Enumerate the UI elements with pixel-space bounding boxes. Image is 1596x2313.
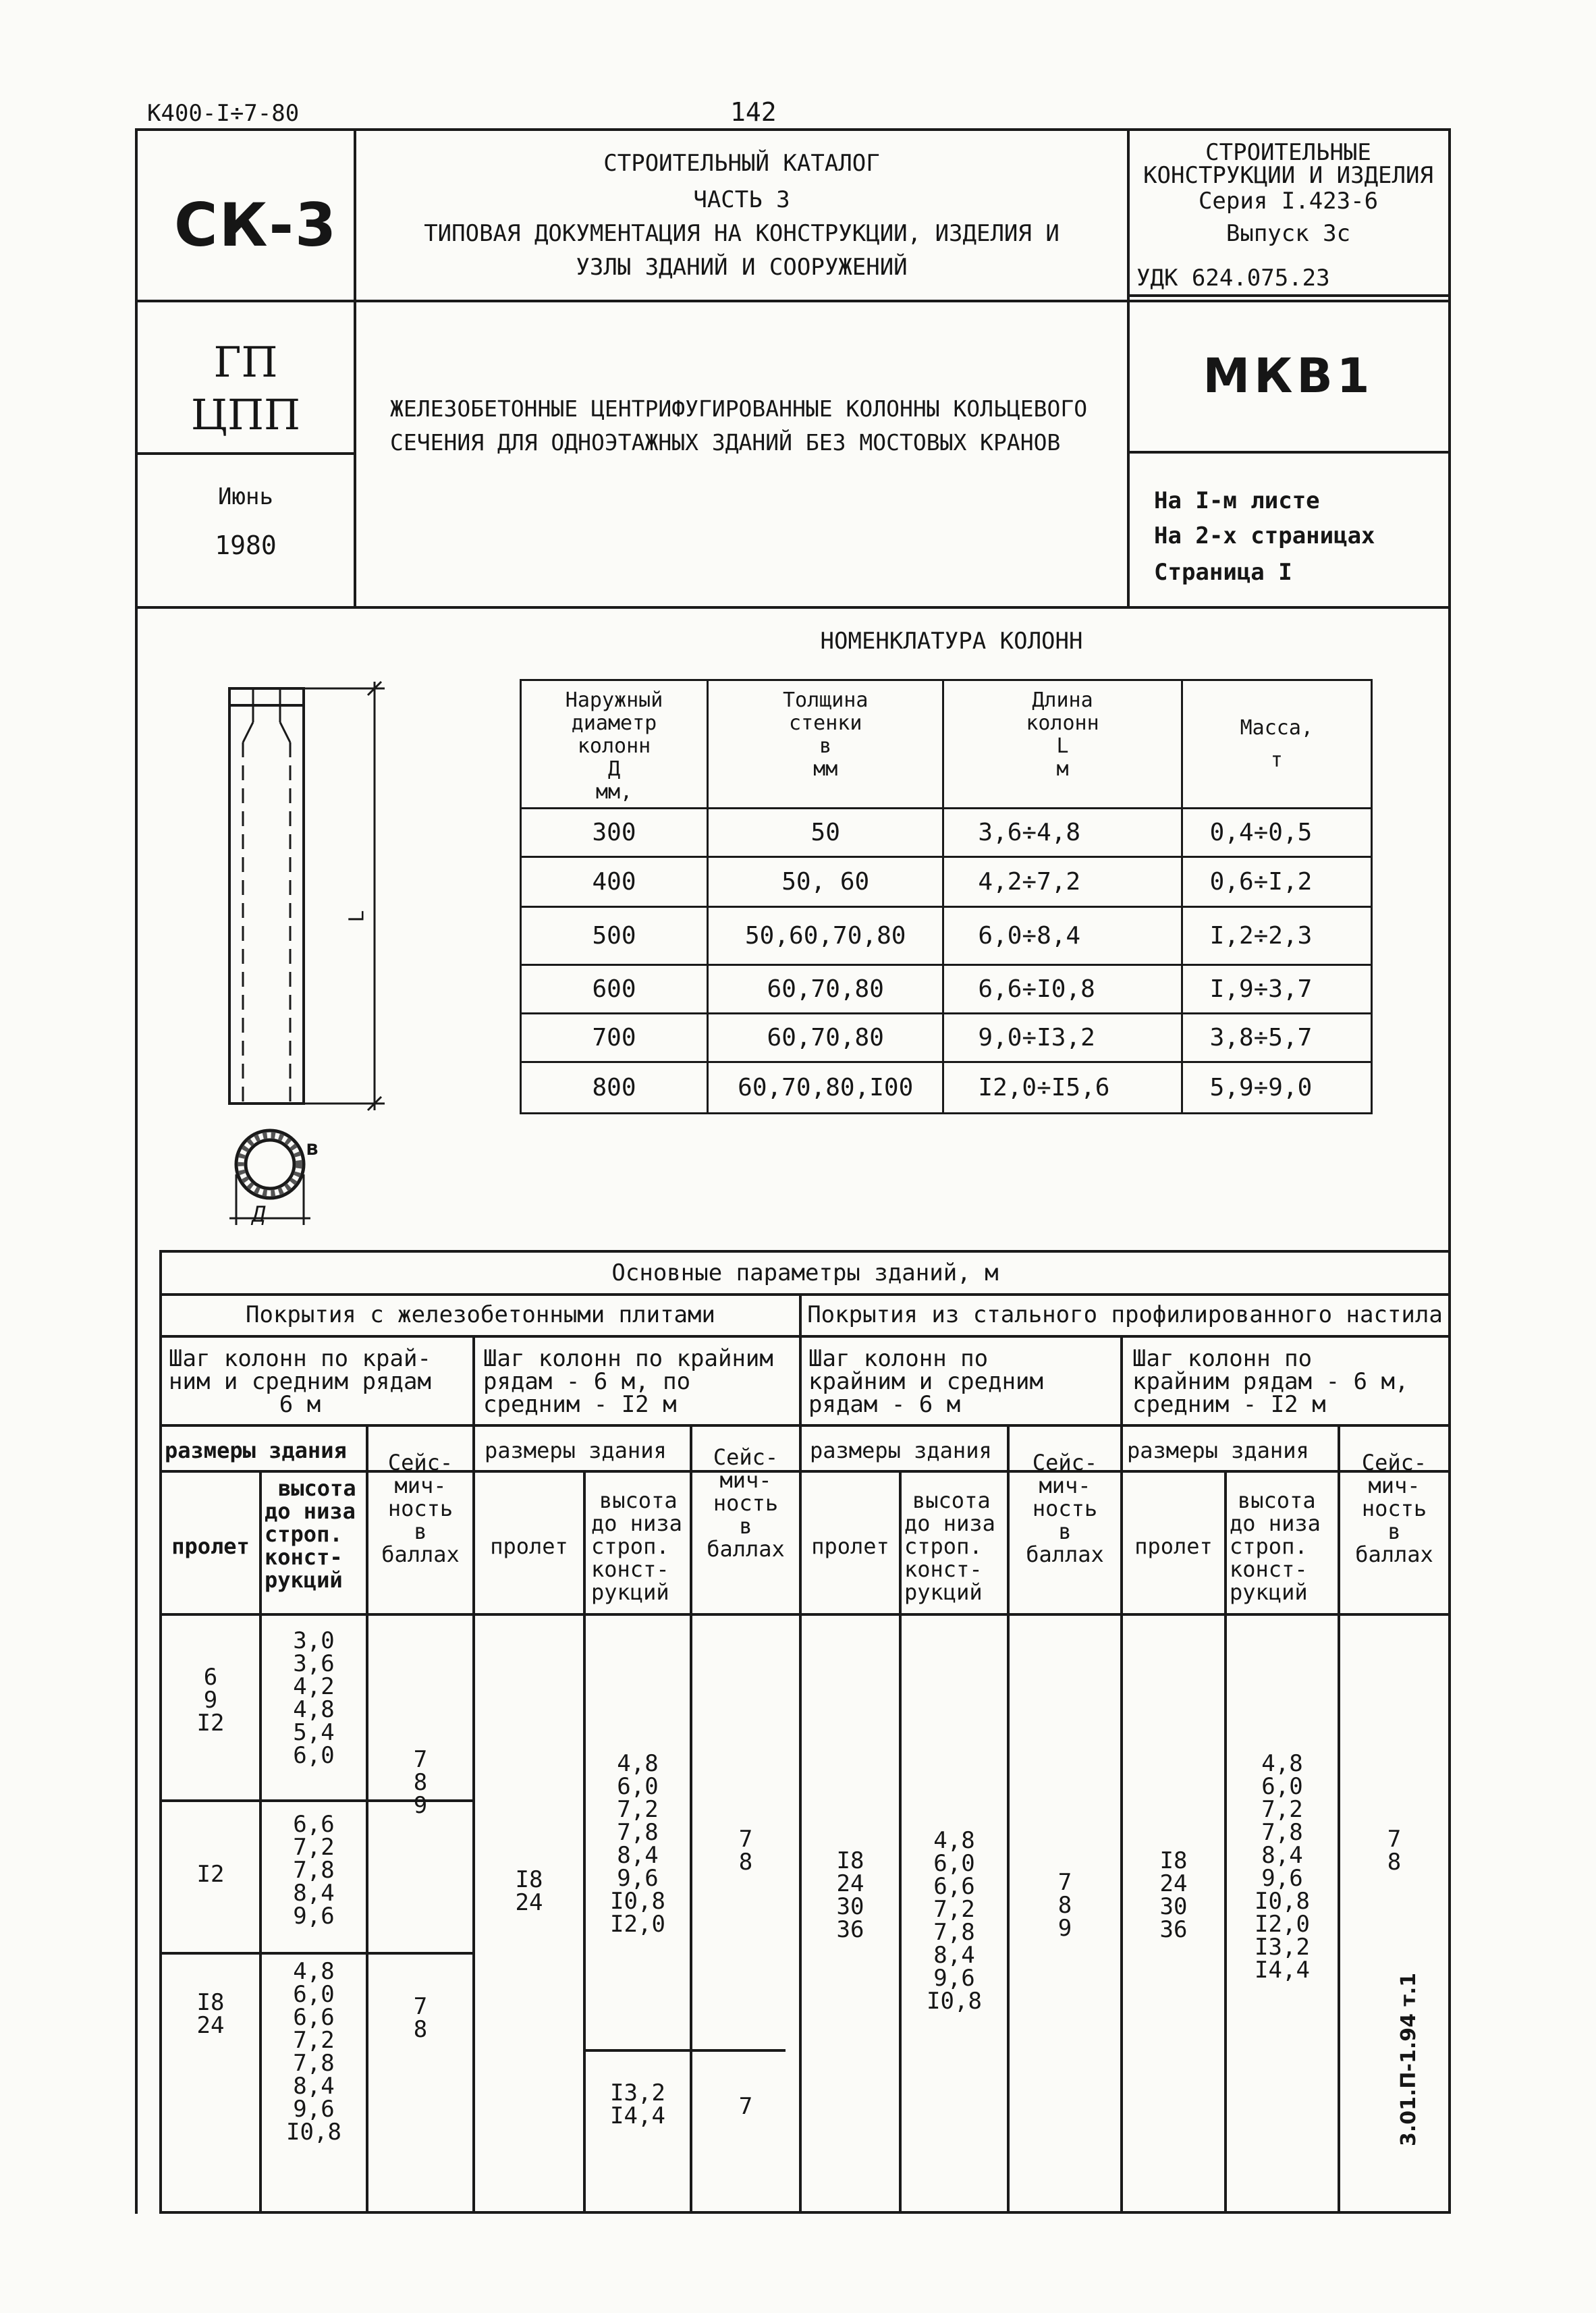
size-header-2: размеры здания	[485, 1438, 667, 1463]
diameter-label: Д	[252, 1201, 266, 1227]
right-title-1: СТРОИТЕЛЬНЫЕ	[1205, 139, 1371, 166]
g4-spans: I8 24 30 36	[1159, 1847, 1188, 1943]
wall-cell: 50, 60	[708, 857, 943, 907]
table-row	[521, 857, 1372, 907]
seismic-header-1: Сейс- мич- ность в баллах	[381, 1450, 460, 1567]
header-row2-bottom-left	[135, 452, 355, 455]
mass-cell: I,9÷3,7	[1182, 965, 1371, 1014]
group-concrete-label: Покрытия с железобетонными плитами	[246, 1301, 715, 1328]
height-header-3: высота до низа строп. конст- рукций	[904, 1488, 995, 1605]
span-header-3: пролет	[811, 1533, 889, 1559]
mass-cell: I,2÷2,3	[1182, 907, 1371, 965]
span-header-1: пролет	[171, 1533, 250, 1559]
mass-cell: 3,8÷5,7	[1182, 1014, 1371, 1062]
wall-cell: 50,60,70,80	[708, 907, 943, 965]
g1-spans-b: I2	[196, 1861, 225, 1888]
header-column-length: Длина колонн L м	[943, 680, 1182, 809]
diameter-cell: 700	[521, 1014, 708, 1062]
org-line-1: ГП	[213, 337, 278, 387]
stamp-label: СК-3	[174, 190, 338, 260]
g1-heights-c: 4,8 6,0 6,6 7,2 7,8 8,4 9,6 I0,8	[286, 1958, 341, 2146]
diameter-cell: 800	[521, 1062, 708, 1114]
g1-seismic-a: 7 8 9	[413, 1746, 428, 1819]
length-cell: 9,0÷I3,2	[943, 1014, 1182, 1062]
g4-seismic: 7 8	[1387, 1826, 1402, 1876]
size-header-1: размеры здания	[165, 1438, 347, 1463]
span-header-2: пролет	[490, 1533, 568, 1559]
g1-spans-a: 6 9 I2	[196, 1664, 225, 1737]
height-header-2: высота до низа строп. конст- рукций	[591, 1488, 682, 1605]
wall-cell: 50	[708, 809, 943, 857]
span-header-4: пролет	[1134, 1533, 1213, 1559]
length-cell: 6,6÷I0,8	[943, 965, 1182, 1014]
diameter-cell: 600	[521, 965, 708, 1014]
subgroup-3: Шаг колонн по крайним и средним рядам - 6 м	[808, 1345, 1043, 1418]
pages-label: На 2-х страницах	[1154, 522, 1375, 549]
height-header-4: высота до низа строп. конст- рукций	[1230, 1488, 1321, 1605]
length-cell: I2,0÷I5,6	[943, 1062, 1182, 1114]
size-header-4: размеры здания	[1127, 1438, 1309, 1463]
product-code: МКВ1	[1203, 348, 1374, 404]
udk-label: УДК 624.075.23	[1136, 265, 1330, 292]
header-mass: Масса, т	[1182, 680, 1371, 809]
subgroup-1: Шаг колонн по край- ним и средним рядам 6 м	[169, 1345, 431, 1418]
catalog-line1: ТИПОВАЯ ДОКУМЕНТАЦИЯ НА КОНСТРУКЦИИ, ИЗДЕЛИЯ И	[424, 220, 1060, 247]
series-label: Серия I.423-6	[1198, 188, 1379, 215]
g3-heights: 4,8 6,0 6,6 7,2 7,8 8,4 9,6 I0,8	[927, 1827, 982, 2015]
header-code-bottom	[1127, 451, 1451, 454]
org-line-2: ЦПП	[190, 390, 301, 439]
diameter-cell: 400	[521, 857, 708, 907]
diameter-cell: 300	[521, 809, 708, 857]
ring-section	[229, 1131, 310, 1225]
table-row	[521, 1062, 1372, 1114]
g1-spans-c: I8 24	[196, 1989, 225, 2039]
subgroup-4: Шаг колонн по крайним рядам - 6 м, средним - I2 м	[1132, 1345, 1409, 1418]
diameter-cell: 500	[521, 907, 708, 965]
mass-cell: 0,4÷0,5	[1182, 809, 1371, 857]
g1-seismic-c: 7 8	[413, 1993, 428, 2043]
table-row	[521, 965, 1372, 1014]
right-title-2: КОНСТРУКЦИИ И ИЗДЕЛИЯ	[1143, 162, 1433, 189]
g3-spans: I8 24 30 36	[836, 1847, 864, 1943]
length-cell: 3,6÷4,8	[943, 809, 1182, 857]
g1-heights-a: 3,0 3,6 4,2 4,8 5,4 6,0	[293, 1627, 335, 1769]
group-steel-label: Покрытия из стального профилированного настила	[807, 1301, 1443, 1328]
column-elevation	[229, 688, 304, 1104]
product-title-1: ЖЕЛЕЗОБЕТОННЫЕ ЦЕНТРИФУГИРОВАННЫЕ КОЛОННЫ КОЛЬЦЕВОГО	[390, 396, 1088, 422]
table-row	[521, 809, 1372, 857]
page-number: 142	[730, 97, 777, 127]
length-cell: 6,0÷8,4	[943, 907, 1182, 965]
g2-heights-b: I3,2 I4,4	[610, 2079, 665, 2129]
mass-cell: 0,6÷I,2	[1182, 857, 1371, 907]
nomenclature-table	[520, 679, 1373, 1114]
header-bottom	[135, 606, 1451, 609]
side-code: 3.01.П-1.94 т.1	[1397, 1972, 1421, 2146]
product-title-2: СЕЧЕНИЯ ДЛЯ ОДНОЭТАЖНЫХ ЗДАНИЙ БЕЗ МОСТОВЫХ КРАНОВ	[390, 429, 1061, 456]
table-row	[521, 1014, 1372, 1062]
mass-cell: 5,9÷9,0	[1182, 1062, 1371, 1114]
subgroup-2: Шаг колонн по крайним рядам - 6 м, по средним - I2 м	[483, 1345, 773, 1418]
height-header-1: высота до низа строп. конст- рукций	[265, 1475, 356, 1593]
size-header-3: размеры здания	[810, 1438, 992, 1463]
seismic-header-2: Сейс- мич- ность в баллах	[707, 1444, 785, 1562]
g3-seismic: 7 8 9	[1057, 1869, 1072, 1942]
month-label: Июнь	[218, 483, 273, 510]
header-outer-diameter: Наружный диаметр колонн Д мм,	[521, 680, 708, 809]
column-drawing	[202, 675, 405, 1249]
g1-heights-b: 6,6 7,2 7,8 8,4 9,6	[293, 1811, 335, 1930]
issue-label: Выпуск 3с	[1226, 220, 1351, 247]
document-code: К400-I÷7-80	[147, 100, 300, 127]
sheets-label: На I-м листе	[1154, 487, 1320, 514]
frame-top	[135, 128, 1451, 131]
header-wall-thickness: Толщина стенки в мм	[708, 680, 943, 809]
length-dimension	[304, 682, 385, 1110]
table-row	[521, 907, 1372, 965]
catalog-title: СТРОИТЕЛЬНЫЙ КАТАЛОГ	[603, 150, 880, 177]
g2-spans: I8 24	[515, 1866, 543, 1916]
frame-left	[135, 130, 138, 2214]
g4-heights: 4,8 6,0 7,2 7,8 8,4 9,6 I0,8 I2,0 I3,2 I4,4	[1255, 1750, 1310, 1984]
wall-thickness-label: в	[306, 1137, 319, 1160]
page-index-label: Страница I	[1154, 559, 1292, 586]
wall-cell: 60,70,80	[708, 965, 943, 1014]
header-udk-line	[1127, 294, 1451, 297]
seismic-header-3: Сейс- мич- ность в баллах	[1026, 1450, 1104, 1567]
g2-seismic-b: 7	[738, 2093, 753, 2120]
wall-cell: 60,70,80	[708, 1014, 943, 1062]
seismic-header-4: Сейс- мич- ность в баллах	[1355, 1450, 1433, 1567]
header-row1-bottom	[135, 300, 1451, 302]
params-title: Основные параметры зданий, м	[611, 1259, 999, 1286]
catalog-line2: УЗЛЫ ЗДАНИЙ И СООРУЖЕНИЙ	[576, 254, 908, 281]
g2-seismic-a: 7 8	[738, 1826, 753, 1876]
nomenclature-title: НОМЕНКЛАТУРА КОЛОНН	[820, 628, 1083, 655]
wall-cell: 60,70,80,I00	[708, 1062, 943, 1114]
catalog-part: ЧАСТЬ 3	[693, 186, 790, 213]
year-label: 1980	[215, 530, 277, 560]
g2-heights-a: 4,8 6,0 7,2 7,8 8,4 9,6 I0,8 I2,0	[610, 1750, 665, 1938]
length-cell: 4,2÷7,2	[943, 857, 1182, 907]
length-dimension-label: L	[345, 910, 369, 923]
